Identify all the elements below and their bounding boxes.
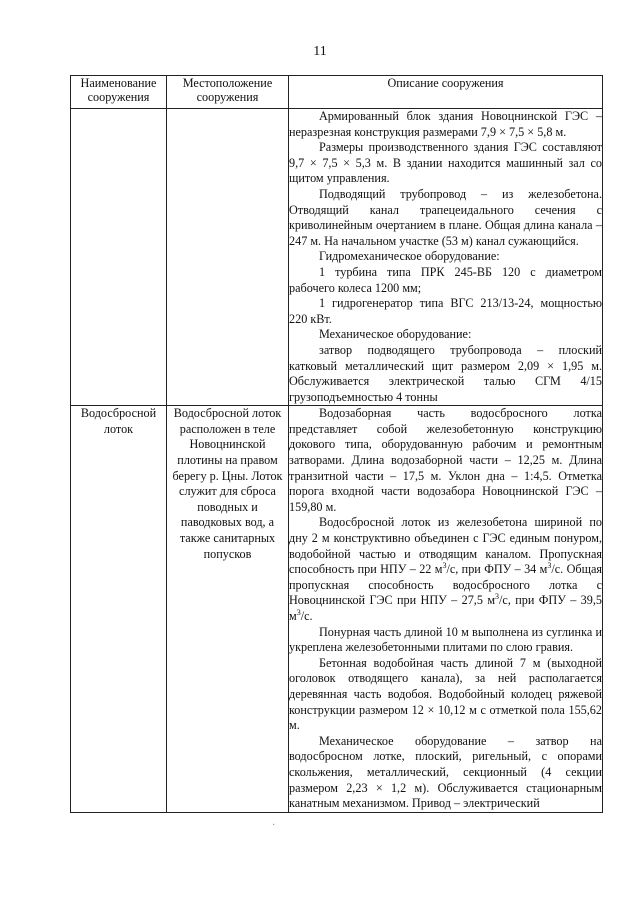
row2-description-cell	[289, 406, 603, 812]
table-row	[71, 406, 603, 812]
row2-paragraph: Бетонная водобойная часть длиной 7 м (выходной оголовок отводящего канала), за ней располагается деревянная часть водобоя. Водобойный колодец ряжевой конструкции размером 12 × 10,12 м с отметкой пола 155,62 м.	[289, 655, 602, 733]
row1-name-cell	[71, 109, 167, 406]
page-number: 11	[313, 44, 327, 59]
row2-paragraph: Понурная часть длиной 10 м выполнена из суглинка и укреплена железобетонными плитами по слою гравия.	[289, 624, 602, 655]
scan-mark: ·	[272, 820, 276, 831]
structures-table	[70, 75, 603, 813]
row2-name-cell: Водосбросной лоток	[71, 406, 167, 812]
row1-paragraph: Механическое оборудование:	[319, 327, 472, 342]
row1-paragraph: Подводящий трубопровод – из железобетона. Отводящий канал трапецеидального сечения с криволинейным очертанием в плане. Общая длина канала – 247 м. На начальном участке (53 м) канал сужающийся.	[289, 186, 602, 248]
row2-paragraph: Водозаборная часть водосбросного лотка представляет собой железобетонную конструкцию докового типа, оборудованную рабочим и ремонтным затворами. Длина водозаборной части – 12,25 м. Длина транзитной части – 17,5 м. Уклон дна – 1:4,5. Отметка порога входной части водозабора Новоцнинской ГЭС – 159,80 м.	[289, 406, 602, 514]
row1-description-cell	[289, 109, 603, 406]
row2-paragraph: Механическое оборудование – затвор на водосбросном лотке, плоский, ригельный, с опорами скольжения, металлический, секционный (4 секции размером 2,23 × 1,2 м). Обслуживается стационарным канатным механизмом. Привод – электрический	[289, 733, 602, 811]
row1-paragraph: Размеры производственного здания ГЭС составляют 9,7 × 7,5 × 5,3 м. В здании находится машинный зал со щитом управления.	[289, 140, 602, 186]
row1-paragraph: 1 турбина типа ПРК 245-ВБ 120 с диаметром рабочего колеса 1200 мм;	[289, 264, 602, 295]
row1-paragraph: Армированный блок здания Новоцнинской ГЭС – неразрезная конструкция размерами 7,9 × 7,5 × 5,8 м.	[289, 109, 602, 139]
row1-paragraph: затвор подводящего трубопровода – плоский катковый металлический щит размером 2,09 × 1,95 м. Обслуживается электрической талью СГМ 4/15 грузоподъемностью 4 тонны	[289, 342, 602, 404]
table-header-row	[71, 76, 603, 109]
header-location: Местоположение сооружения	[167, 76, 289, 109]
row1-location-cell	[167, 109, 289, 406]
row1-paragraph: 1 гидрогенератор типа ВГС 213/13-24, мощностью 220 кВт.	[289, 296, 602, 326]
row2-location-cell: Водосбросной лоток расположен в теле Новоцнинской плотины на правом берегу р. Цны. Лоток служит для сброса поводных и паводковых вод, а также санитарных попусков	[167, 406, 289, 812]
row2-paragraph-capacity: Водосбросной лоток из железобетона шириной по дну 2 м конструктивно объединен с ГЭС единым понуром, водобойной частью и отводящим каналом. Пропускная способность при НПУ – 22 $м^3/с$, при ФПУ – 34 $м^3/с$. Общая пропускная способность водосбросного лотка с Новоцнинской ГЭС при НПУ – 27,5 $м^3/с$, при ФПУ – 39,5 $м^3/с$.	[289, 515, 602, 623]
header-name: Наименование сооружения	[71, 76, 167, 109]
row1-paragraph: Гидромеханическое оборудование:	[319, 249, 500, 264]
table-row	[71, 109, 603, 406]
header-description: Описание сооружения	[289, 76, 603, 109]
